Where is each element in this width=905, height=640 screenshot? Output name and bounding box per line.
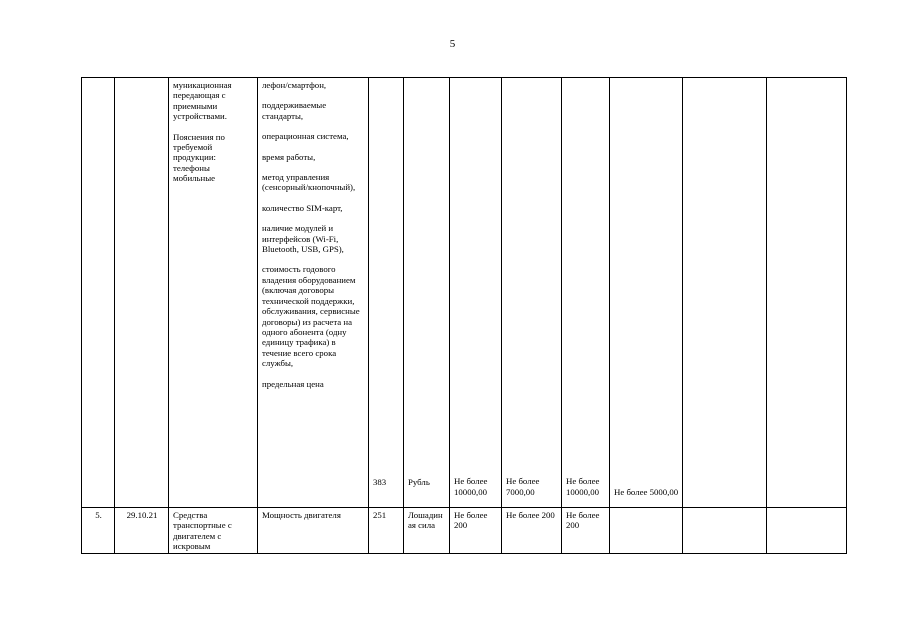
okei-code: 383 [373, 476, 387, 487]
value-limit: Не более 10000,00 [566, 476, 600, 497]
value-limit: Не более 10000,00 [454, 476, 488, 497]
characteristic-item: лефон/смартфон, [262, 80, 327, 90]
cell-characteristics [258, 508, 369, 554]
cell-unit [404, 78, 450, 508]
product-name-line: муникационная передающая с приемными устройствами. [173, 80, 232, 122]
characteristic-item: Мощность двигателя [262, 510, 341, 520]
cell-empty [683, 78, 767, 508]
cell-empty [683, 508, 767, 554]
cell-value-3 [562, 78, 610, 508]
row-number: 5. [95, 510, 102, 520]
value-limit: Не более 200 [454, 510, 488, 531]
value-limit: Не более 7000,00 [506, 476, 540, 497]
requirements-table [81, 77, 847, 554]
cell-value-2 [502, 508, 562, 554]
okpd-code: 29.10.21 [126, 510, 158, 520]
characteristic-item: стоимость годового владения оборудованием (включая договоры технической поддержки, обслуживания, сервисные договоры) из расчета на одного абонента (одну единицу трафика) в течение всего срока службы, [262, 264, 360, 369]
characteristic-item: наличие модулей и интерфейсов (Wi-Fi, Bluetooth, USB, GPS), [262, 223, 344, 255]
product-name: Средства транспортные с двигателем с искровым [173, 510, 232, 552]
cell-okei-code [369, 508, 404, 554]
characteristic-item: поддерживаемые стандарты, [262, 100, 327, 121]
cell-value-1 [450, 508, 502, 554]
cell-number [82, 78, 115, 508]
unit-name: Рубль [408, 476, 430, 487]
okei-code: 251 [373, 510, 387, 520]
value-limit: Не более 5000,00 [614, 486, 679, 497]
cell-product-name [169, 78, 258, 508]
cell-value-1 [450, 78, 502, 508]
characteristic-item: метод управления (сенсорный/кнопочный), [262, 172, 356, 193]
cell-code [115, 78, 169, 508]
value-limit: Не более 200 [506, 510, 555, 520]
cell-product-name [169, 508, 258, 554]
unit-name: Лошадиная сила [408, 510, 443, 531]
characteristic-item-price: предельная цена [262, 378, 324, 389]
characteristic-item: время работы, [262, 151, 316, 162]
cell-value-4 [610, 78, 683, 508]
characteristic-item: операционная система, [262, 131, 349, 142]
cell-empty [767, 508, 847, 554]
cell-value-2 [502, 78, 562, 508]
cell-empty [767, 78, 847, 508]
value-limit: Не более 200 [566, 510, 600, 531]
cell-okei-code [369, 78, 404, 508]
cell-characteristics [258, 78, 369, 508]
characteristic-item: количество SIM-карт, [262, 202, 343, 213]
table-row [82, 508, 847, 554]
cell-value-3 [562, 508, 610, 554]
product-note: Пояснения по требуемой продукции: телефоны мобильные [173, 131, 225, 184]
cell-number [82, 508, 115, 554]
page-number: 5 [449, 38, 456, 50]
cell-unit [404, 508, 450, 554]
table-row [82, 78, 847, 508]
cell-code [115, 508, 169, 554]
cell-empty [610, 508, 683, 554]
